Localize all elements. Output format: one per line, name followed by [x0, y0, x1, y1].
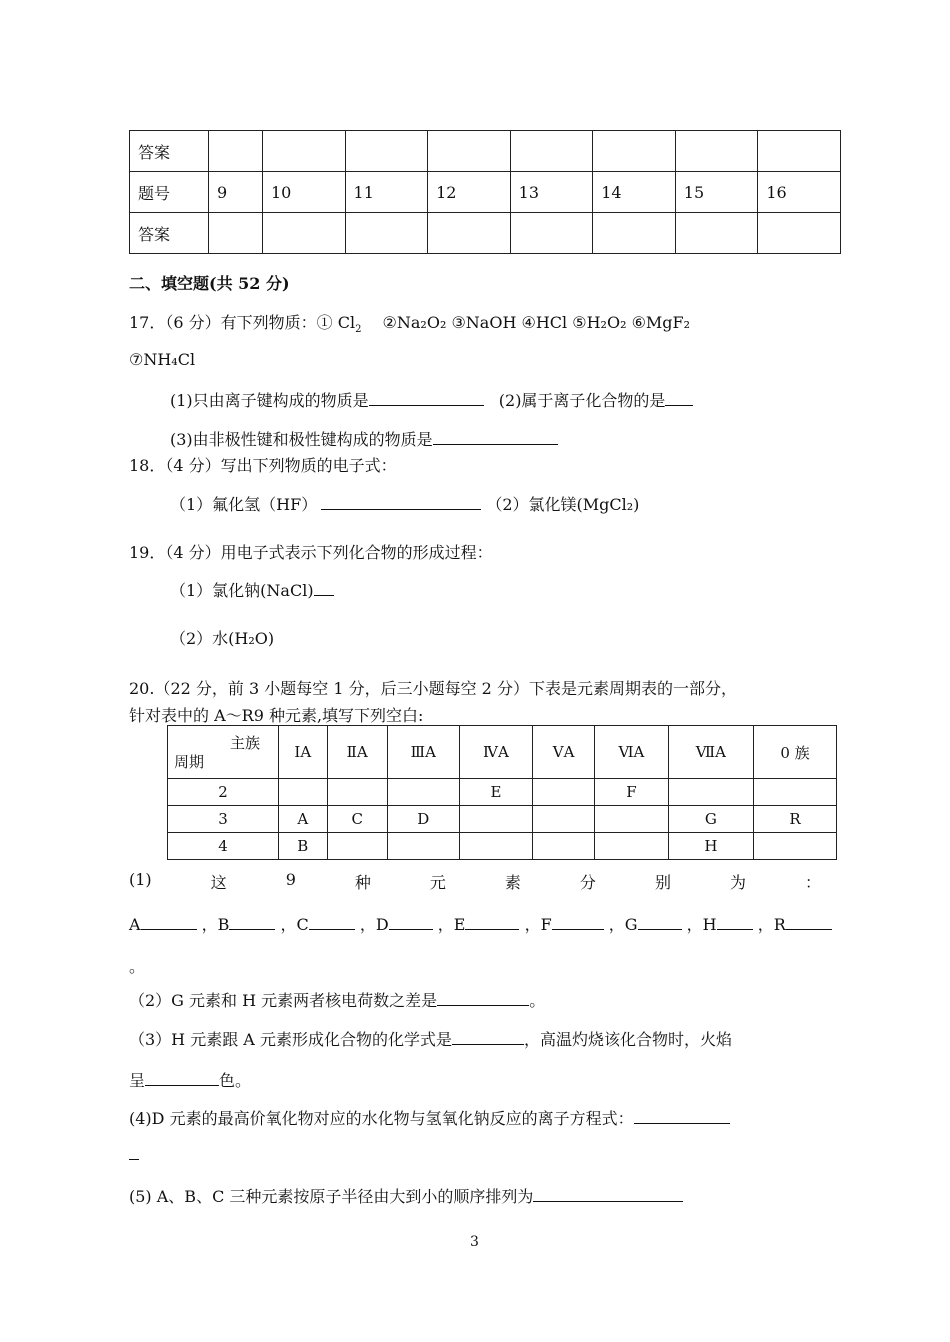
period-label: 3 — [168, 806, 279, 833]
element-cell — [387, 833, 459, 860]
q17-part2-text: (2)属于离子化合物的是 — [498, 391, 666, 410]
answer-blank[interactable] — [369, 391, 484, 406]
group-header: ⅥA — [595, 726, 669, 779]
q20-s1-end: 。 — [129, 957, 146, 976]
element-cell: H — [668, 833, 753, 860]
q18-parts — [170, 492, 639, 515]
answer-blank[interactable] — [389, 915, 433, 930]
blank-label: ，E — [437, 915, 466, 934]
answer-blank[interactable] — [552, 915, 604, 930]
question-number: 10 — [262, 172, 345, 213]
word: 种 — [354, 873, 371, 892]
answer-blank[interactable] — [145, 1071, 219, 1086]
group-header: ⅠA — [279, 726, 328, 779]
element-cell: B — [279, 833, 328, 860]
word: 为 — [729, 873, 746, 892]
element-cell — [754, 779, 837, 806]
answer-blank[interactable] — [309, 915, 355, 930]
answer-blank[interactable] — [786, 915, 832, 930]
group-header: ⅤA — [533, 726, 595, 779]
q18-part2-text: （2）氯化镁(MgCl₂) — [486, 495, 640, 514]
q20-s3-line1 — [129, 1027, 732, 1050]
q20-head-line1: 20.（22 分，前 3 小题每空 1 分，后三小题每空 2 分）下表是元素周期表的一部分， — [129, 679, 737, 698]
group-header: ⅦA — [668, 726, 753, 779]
q19-part2: （2）水(H₂O) — [170, 629, 275, 648]
corner-bottom-label: 周期 — [174, 753, 205, 771]
element-cell — [668, 779, 753, 806]
q19-part1-text: （1）氯化钠(NaCl) — [170, 581, 314, 600]
blank-label: A — [129, 915, 141, 934]
q20-head-line2: 针对表中的 A～R9 种元素,填写下列空白: — [129, 706, 424, 725]
word: 分 — [579, 873, 596, 892]
answer-blank[interactable] — [437, 991, 529, 1006]
question-number: 16 — [758, 172, 841, 213]
period-label: 4 — [168, 833, 279, 860]
answer-cell[interactable] — [262, 213, 345, 254]
question-number: 12 — [428, 172, 511, 213]
q20-s5 — [129, 1184, 683, 1207]
answer-blank[interactable] — [465, 915, 519, 930]
answer-cell[interactable] — [209, 131, 263, 172]
q17-items: ②Na₂O₂ ③NaOH ④HCl ⑤H₂O₂ ⑥MgF₂ — [382, 313, 691, 332]
element-cell — [533, 833, 595, 860]
answer-cell[interactable] — [758, 131, 841, 172]
question-number: 13 — [510, 172, 593, 213]
answer-blank[interactable] — [129, 1145, 139, 1160]
group-header: ⅢA — [387, 726, 459, 779]
q17-part1-text: (1)只由离子键构成的物质是 — [170, 391, 369, 410]
group-header: 0 族 — [754, 726, 837, 779]
answer-blank[interactable] — [638, 915, 682, 930]
element-cell — [595, 833, 669, 860]
periodic-table — [167, 725, 837, 860]
answer-cell[interactable] — [345, 131, 428, 172]
answer-cell[interactable] — [262, 131, 345, 172]
q20-s4-line2 — [129, 1145, 139, 1164]
page-number: 3 — [470, 1234, 479, 1250]
answer-table — [129, 130, 841, 254]
blank-label: ，B — [201, 915, 230, 934]
table-row — [168, 833, 837, 860]
word: 元 — [429, 873, 446, 892]
q20-s2-end: 。 — [529, 991, 546, 1010]
element-cell: E — [459, 779, 532, 806]
answer-cell[interactable] — [209, 213, 263, 254]
answer-label: 答案 — [130, 213, 209, 254]
answer-cell[interactable] — [510, 213, 593, 254]
blank-label: ，R — [757, 915, 786, 934]
answer-cell[interactable] — [428, 213, 511, 254]
answer-cell[interactable] — [758, 213, 841, 254]
q17-part3-text: (3)由非极性键和极性键构成的物质是 — [170, 430, 433, 449]
element-cell: C — [327, 806, 387, 833]
answer-cell[interactable] — [675, 213, 758, 254]
word: 这 — [210, 873, 227, 892]
table-row — [130, 172, 841, 213]
answer-cell[interactable] — [428, 131, 511, 172]
q19-head: 19．（4 分）用电子式表示下列化合物的形成过程： — [129, 543, 493, 562]
answer-cell[interactable] — [510, 131, 593, 172]
q19-part1 — [170, 578, 334, 601]
element-cell — [327, 833, 387, 860]
word: (1) — [129, 870, 152, 889]
element-cell: F — [595, 779, 669, 806]
q20-s1-blanks — [129, 912, 832, 935]
q17-part3 — [170, 427, 558, 450]
element-cell — [387, 779, 459, 806]
element-cell: R — [754, 806, 837, 833]
answer-blank[interactable] — [533, 1187, 683, 1202]
table-row — [168, 726, 837, 779]
answer-cell[interactable] — [675, 131, 758, 172]
question-number: 14 — [593, 172, 676, 213]
q20-s5-text: (5) A、B、C 三种元素按原子半径由大到小的顺序排列为 — [129, 1187, 534, 1206]
answer-blank[interactable] — [314, 581, 334, 596]
blank-label: ，G — [608, 915, 638, 934]
corner-top-label: 主族 — [229, 734, 260, 752]
answer-blank[interactable] — [433, 430, 558, 445]
subscript: 2 — [355, 324, 362, 336]
blank-label: ，F — [524, 915, 552, 934]
answer-blank[interactable] — [321, 495, 481, 510]
q20-s3-text2: ，高温灼烧该化合物时，火焰 — [523, 1030, 732, 1049]
group-header: ⅣA — [459, 726, 532, 779]
element-cell — [327, 779, 387, 806]
q20-s3-text4: 色。 — [219, 1071, 252, 1090]
q20-s2-text: （2）G 元素和 H 元素两者核电荷数之差是 — [129, 991, 438, 1010]
table-row — [168, 806, 837, 833]
element-cell — [595, 806, 669, 833]
q20-s4-line1 — [129, 1106, 730, 1129]
answer-label: 答案 — [130, 131, 209, 172]
element-cell — [533, 779, 595, 806]
q20-s3-line2 — [129, 1068, 251, 1091]
corner-cell — [168, 726, 279, 779]
table-row — [130, 213, 841, 254]
q17-head — [129, 310, 690, 335]
q20-s3-text3: 呈 — [129, 1071, 146, 1090]
blank-label: ，D — [359, 915, 389, 934]
answer-blank[interactable] — [717, 915, 753, 930]
word: 9 — [285, 870, 296, 889]
element-cell — [533, 806, 595, 833]
element-cell — [459, 833, 532, 860]
answer-blank[interactable] — [665, 391, 693, 406]
answer-blank[interactable] — [452, 1030, 524, 1045]
q20-s2 — [129, 988, 545, 1011]
q20-s4-text: (4)D 元素的最高价氧化物对应的水化物与氢氧化钠反应的离子方程式： — [129, 1109, 634, 1128]
element-cell: G — [668, 806, 753, 833]
table-row — [168, 779, 837, 806]
q17-item7: ⑦NH₄Cl — [129, 350, 196, 369]
word: 别 — [654, 873, 671, 892]
word: ： — [804, 873, 821, 892]
answer-cell[interactable] — [345, 213, 428, 254]
group-header: ⅡA — [327, 726, 387, 779]
period-label: 2 — [168, 779, 279, 806]
q18-head: 18．（4 分）写出下列物质的电子式： — [129, 456, 397, 475]
section-title: 二、填空题(共 52 分) — [129, 274, 290, 293]
answer-blank[interactable] — [141, 915, 197, 930]
element-cell: D — [387, 806, 459, 833]
question-number: 11 — [345, 172, 428, 213]
table-row — [130, 131, 841, 172]
element-cell — [754, 833, 837, 860]
element-cell — [459, 806, 532, 833]
q17-part1 — [170, 388, 693, 411]
answer-blank[interactable] — [229, 915, 275, 930]
question-number: 15 — [675, 172, 758, 213]
element-cell — [279, 779, 328, 806]
element-cell: A — [279, 806, 328, 833]
answer-cell[interactable] — [593, 131, 676, 172]
q20-s1-line — [129, 870, 821, 893]
answer-cell[interactable] — [593, 213, 676, 254]
q18-part1-text: （1）氟化氢（HF） — [170, 495, 318, 514]
question-number: 9 — [209, 172, 263, 213]
answer-blank[interactable] — [634, 1109, 730, 1124]
blank-label: ，H — [686, 915, 717, 934]
blank-label: ，C — [280, 915, 309, 934]
q17-head-text: 17．（6 分）有下列物质：① Cl — [129, 313, 356, 332]
q20-s3-text: （3）H 元素跟 A 元素形成化合物的化学式是 — [129, 1030, 452, 1049]
question-number-label: 题号 — [130, 172, 209, 213]
word: 素 — [504, 873, 521, 892]
